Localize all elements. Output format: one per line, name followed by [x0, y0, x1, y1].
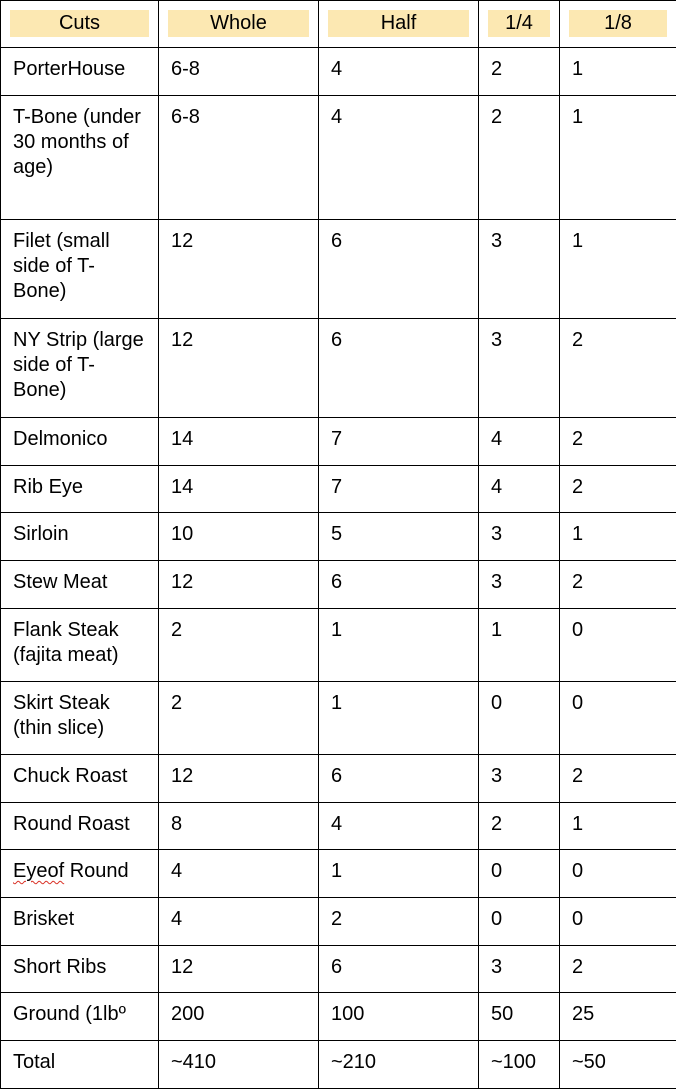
header-cell-cuts[interactable] [1, 1, 159, 48]
half-cell[interactable]: 100 [319, 993, 479, 1041]
quarter-cell[interactable]: 1 [479, 609, 560, 682]
header-label: Half [328, 10, 469, 37]
eighth-cell[interactable]: 2 [560, 418, 676, 466]
quarter-cell[interactable]: 3 [479, 319, 560, 418]
header-cell-quarter[interactable] [479, 1, 560, 48]
quarter-cell[interactable]: 3 [479, 513, 560, 561]
whole-total-cell[interactable]: ~410 [159, 1041, 319, 1089]
eighth-total-cell[interactable]: ~50 [560, 1041, 676, 1089]
quarter-cell[interactable]: 3 [479, 220, 560, 319]
table-row [1, 319, 676, 418]
cut-name-cell[interactable]: NY Strip (large side of T-Bone) [1, 319, 159, 418]
cut-name-cell[interactable]: Ground (1lbº [1, 993, 159, 1041]
cut-name-cell[interactable]: PorterHouse [1, 48, 159, 96]
table-row [1, 220, 676, 319]
whole-cell[interactable]: 12 [159, 561, 319, 609]
half-cell[interactable]: 7 [319, 418, 479, 466]
table-row [1, 561, 676, 609]
half-total-cell[interactable]: ~210 [319, 1041, 479, 1089]
table-row [1, 48, 676, 96]
quarter-cell[interactable]: 3 [479, 755, 560, 803]
half-cell[interactable]: 5 [319, 513, 479, 561]
whole-cell[interactable]: 2 [159, 609, 319, 682]
cut-name-rest: Round [64, 860, 129, 882]
half-cell[interactable]: 4 [319, 96, 479, 220]
cut-name-cell[interactable]: Brisket [1, 898, 159, 946]
quarter-cell[interactable]: 0 [479, 898, 560, 946]
eighth-cell[interactable]: 0 [560, 898, 676, 946]
half-cell[interactable]: 1 [319, 850, 479, 898]
half-cell[interactable]: 4 [319, 803, 479, 850]
total-row [1, 1041, 676, 1089]
half-cell[interactable]: 6 [319, 561, 479, 609]
half-cell[interactable]: 1 [319, 609, 479, 682]
quarter-cell[interactable]: 3 [479, 946, 560, 993]
cut-name-cell[interactable]: Round Roast [1, 803, 159, 850]
header-label: 1/4 [488, 10, 550, 37]
eighth-cell[interactable]: 25 [560, 993, 676, 1041]
cut-name-cell[interactable]: Rib Eye [1, 466, 159, 513]
table-row [1, 513, 676, 561]
eighth-cell[interactable]: 1 [560, 48, 676, 96]
quarter-cell[interactable]: 2 [479, 803, 560, 850]
eighth-cell[interactable]: 1 [560, 803, 676, 850]
table-row [1, 946, 676, 993]
quarter-cell[interactable]: 2 [479, 96, 560, 220]
quarter-total-cell[interactable]: ~100 [479, 1041, 560, 1089]
quarter-cell[interactable]: 2 [479, 48, 560, 96]
quarter-cell[interactable]: 3 [479, 561, 560, 609]
misspelled-word[interactable]: Eyeof [13, 860, 65, 882]
whole-cell[interactable]: 6-8 [159, 48, 319, 96]
quarter-cell[interactable]: 4 [479, 466, 560, 513]
table-row [1, 682, 676, 755]
header-cell-half[interactable] [319, 1, 479, 48]
cut-name-cell[interactable]: T-Bone (under 30 months of age) [1, 96, 159, 220]
cut-name-cell[interactable]: Chuck Roast [1, 755, 159, 803]
half-cell[interactable]: 1 [319, 682, 479, 755]
half-cell[interactable]: 7 [319, 466, 479, 513]
cut-name-cell[interactable]: Filet (small side of T-Bone) [1, 220, 159, 319]
eighth-cell[interactable]: 2 [560, 946, 676, 993]
whole-cell[interactable]: 14 [159, 418, 319, 466]
table-row [1, 96, 676, 220]
header-label: Cuts [10, 10, 149, 37]
cut-name-cell[interactable] [1, 850, 159, 898]
whole-cell[interactable]: 12 [159, 220, 319, 319]
cut-name-cell[interactable]: Flank Steak (fajita meat) [1, 609, 159, 682]
cut-name-cell[interactable]: Sirloin [1, 513, 159, 561]
table-row [1, 418, 676, 466]
whole-cell[interactable]: 10 [159, 513, 319, 561]
eighth-cell[interactable]: 2 [560, 466, 676, 513]
whole-cell[interactable]: 14 [159, 466, 319, 513]
quarter-cell[interactable]: 0 [479, 850, 560, 898]
eighth-cell[interactable]: 1 [560, 96, 676, 220]
half-cell[interactable]: 6 [319, 220, 479, 319]
table-row [1, 755, 676, 803]
eighth-cell[interactable]: 2 [560, 561, 676, 609]
whole-cell[interactable]: 8 [159, 803, 319, 850]
total-label-cell[interactable]: Total [1, 1041, 159, 1089]
header-cell-eighth[interactable] [560, 1, 676, 48]
table-row [1, 466, 676, 513]
eighth-cell[interactable]: 2 [560, 319, 676, 418]
table-row [1, 609, 676, 682]
table-row [1, 803, 676, 850]
whole-cell[interactable]: 6-8 [159, 96, 319, 220]
half-cell[interactable]: 6 [319, 755, 479, 803]
half-cell[interactable]: 6 [319, 946, 479, 993]
half-cell[interactable]: 4 [319, 48, 479, 96]
whole-cell[interactable]: 12 [159, 755, 319, 803]
eighth-cell[interactable]: 1 [560, 513, 676, 561]
whole-cell[interactable]: 12 [159, 946, 319, 993]
whole-cell[interactable]: 200 [159, 993, 319, 1041]
whole-cell[interactable]: 12 [159, 319, 319, 418]
header-label: Whole [168, 10, 309, 37]
header-label: 1/8 [569, 10, 667, 37]
cut-name-cell[interactable]: Stew Meat [1, 561, 159, 609]
eighth-cell[interactable]: 0 [560, 682, 676, 755]
cut-name-cell[interactable]: Skirt Steak (thin slice) [1, 682, 159, 755]
cut-name-cell[interactable]: Short Ribs [1, 946, 159, 993]
quarter-cell[interactable]: 50 [479, 993, 560, 1041]
header-cell-whole[interactable] [159, 1, 319, 48]
header-row [1, 1, 676, 48]
eighth-cell[interactable]: 0 [560, 609, 676, 682]
eighth-cell[interactable]: 0 [560, 850, 676, 898]
table-row [1, 850, 676, 898]
cut-name-cell[interactable]: Delmonico [1, 418, 159, 466]
eighth-cell[interactable]: 1 [560, 220, 676, 319]
eighth-cell[interactable]: 2 [560, 755, 676, 803]
whole-cell[interactable]: 4 [159, 850, 319, 898]
table-row [1, 898, 676, 946]
table-row [1, 993, 676, 1041]
half-cell[interactable]: 6 [319, 319, 479, 418]
quarter-cell[interactable]: 0 [479, 682, 560, 755]
whole-cell[interactable]: 4 [159, 898, 319, 946]
quarter-cell[interactable]: 4 [479, 418, 560, 466]
whole-cell[interactable]: 2 [159, 682, 319, 755]
half-cell[interactable]: 2 [319, 898, 479, 946]
